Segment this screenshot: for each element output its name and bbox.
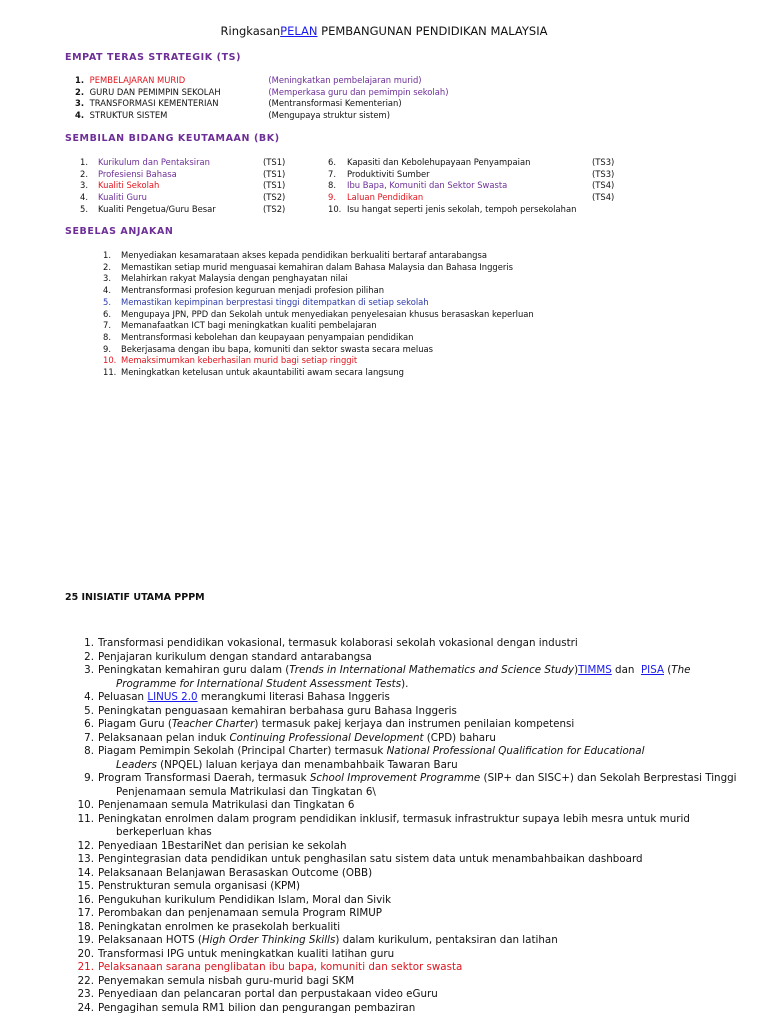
bk-item: 6. Kapasiti dan Kebolehupayaan Penyampaian (TS3) bbox=[328, 157, 615, 167]
inisiatif-item: 14. Pelaksanaan Belanjawan Berasaskan Outcome (OBB) bbox=[77, 866, 373, 879]
inisiatif-item: 19. Pelaksanaan HOTS (High Order Thinking Skills) dalam kurikulum, pentaksiran dan latihan bbox=[77, 934, 558, 946]
inisiatif-item: 21. Pelaksanaan sarana penglibatan ibu bapa, komuniti dan sektor swasta bbox=[77, 961, 463, 973]
title-prefix: Ringkasan bbox=[220, 24, 281, 38]
bk-item: 10. Isu hangat seperti jenis sekolah, tempoh persekolahan bbox=[328, 203, 577, 214]
ts-heading: EMPAT TERAS STRATEGIK (TS) bbox=[65, 52, 242, 63]
anjakan-list bbox=[103, 250, 534, 379]
inisiatif-list bbox=[74, 637, 764, 1015]
inisiatif-item: 18. Peningkatan enrolmen ke prasekolah berkualiti bbox=[77, 920, 341, 933]
inisiatif-heading: 25 INISIATIF UTAMA PPPM bbox=[65, 592, 205, 603]
ts-item: 3. TRANSFORMASI KEMENTERIAN (Mentransformasi Kementerian) bbox=[75, 98, 402, 109]
pisa-link[interactable]: PISA bbox=[640, 664, 664, 676]
inisiatif-item: 22. Penyemakan semula nisbah guru-murid bagi SKM bbox=[77, 974, 355, 987]
anjakan-item: 6. Mengupaya JPN, PPD dan Sekolah untuk menyediakan penyelesaian khusus berasaskan keperluan bbox=[103, 308, 534, 319]
anjakan-item: 9. Bekerjasama dengan ibu bapa, komuniti dan sektor swasta secara meluas bbox=[103, 343, 434, 354]
anjakan-item: 3. Melahirkan rakyat Malaysia dengan penghayatan nilai bbox=[103, 273, 348, 284]
bk-item: 5. Kualiti Pengetua/Guru Besar (TS2) bbox=[80, 203, 286, 214]
bk-right-list bbox=[328, 157, 614, 216]
bk-heading: SEMBILAN BIDANG KEUTAMAAN (BK) bbox=[65, 133, 280, 144]
bk-item: 8. Ibu Bapa, Komuniti dan Sektor Swasta (TS4) bbox=[328, 180, 615, 191]
bk-item: 4. Kualiti Guru (TS2) bbox=[80, 192, 286, 203]
bk-left-list bbox=[80, 157, 285, 216]
page-title bbox=[0, 24, 768, 38]
anjakan-item: 10. Memaksimumkan keberhasilan murid bagi setiap ringgit bbox=[103, 355, 358, 366]
inisiatif-item: 9. Program Transformasi Daerah, termasuk School Improvement Programme (SIP+ dan SISC+) dan Sekolah Berprestasi Tinggi Penjenamaan semula Matrikulasi dan Tingkatan 6\ bbox=[84, 772, 737, 798]
inisiatif-item: 5. Peningkatan penguasaan kemahiran berbahasa guru Bahasa Inggeris bbox=[84, 704, 457, 717]
anjakan-item: 8. Mentransformasi kebolehan dan keupayaan penyampaian pendidikan bbox=[103, 331, 414, 342]
ts-list bbox=[75, 75, 448, 122]
inisiatif-item: 1. Transformasi pendidikan vokasional, termasuk kolaborasi sekolah vokasional dengan industri bbox=[84, 637, 578, 649]
bk-item: 7. Produktiviti Sumber (TS3) bbox=[328, 168, 615, 179]
anjakan-item: 5. Memastikan kepimpinan berprestasi tinggi ditempatkan di setiap sekolah bbox=[103, 296, 429, 307]
title-suffix: PEMBANGUNAN PENDIDIKAN MALAYSIA bbox=[317, 24, 548, 38]
anjakan-item: 2. Memastikan setiap murid menguasai kemahiran dalam Bahasa Malaysia dan Bahasa Inggeris bbox=[103, 261, 513, 272]
inisiatif-item: 8. Piagam Pemimpin Sekolah (Principal Charter) termasuk National Professional Qualification for Educational Leaders (NPQEL) laluan kerjaya dan menambahbaik Tawaran Baru bbox=[84, 745, 645, 771]
anjakan-item: 11. Meningkatkan ketelusan untuk akauntabiliti awam secara langsung bbox=[103, 367, 404, 378]
inisiatif-item: 15. Penstrukturan semula organisasi (KPM) bbox=[77, 880, 301, 892]
ts-item: 2. GURU DAN PEMIMPIN SEKOLAH (Memperkasa guru dan pemimpin sekolah) bbox=[75, 86, 449, 97]
anjakan-item: 4. Mentransformasi profesion keguruan menjadi profesion pilihan bbox=[103, 285, 385, 296]
bk-item: 9. Laluan Pendidikan (TS4) bbox=[328, 192, 615, 203]
inisiatif-item: 24. Pengagihan semula RM1 bilion dan pengurangan pembaziran bbox=[77, 1001, 416, 1014]
inisiatif-item: 17. Perombakan dan penjenamaan semula Program RIMUP bbox=[77, 907, 383, 919]
inisiatif-item: 11. Peningkatan enrolmen dalam program pendidikan inklusif, termasuk infrastruktur supaya lebih mesra untuk murid berkeperluan khas bbox=[77, 812, 690, 838]
anjakan-heading: SEBELAS ANJAKAN bbox=[65, 226, 174, 237]
linus-link[interactable]: LINUS 2.0 bbox=[147, 691, 198, 703]
inisiatif-item: 16. Pengukuhan kurikulum Pendidikan Islam, Moral dan Sivik bbox=[77, 893, 392, 906]
title-link[interactable]: PELAN bbox=[280, 24, 318, 38]
inisiatif-item: 10. Penjenamaan semula Matrikulasi dan Tingkatan 6 bbox=[77, 799, 355, 811]
ts-item: 1. PEMBELAJARAN MURID (Meningkatkan pembelajaran murid) bbox=[75, 75, 422, 85]
inisiatif-item: 13. Pengintegrasian data pendidikan untuk penghasilan satu sistem data untuk menambahbaikan dashboard bbox=[77, 853, 643, 865]
timms-link[interactable]: TIMMS bbox=[578, 664, 612, 676]
bk-item: 1. Kurikulum dan Pentaksiran (TS1) bbox=[80, 157, 286, 167]
inisiatif-item: 3. Peningkatan kemahiran guru dalam (Trends in International Mathematics and Science Study)TIMMS dan PISA (The Programme for International Student Assessment Tests). bbox=[84, 664, 691, 690]
anjakan-item: 1. Menyediakan kesamarataan akses kepada pendidikan berkualiti bertaraf antarabangsa bbox=[103, 250, 487, 260]
anjakan-item: 7. Memanafaatkan ICT bagi meningkatkan kualiti pembelajaran bbox=[103, 320, 377, 331]
inisiatif-item: 7. Pelaksanaan pelan induk Continuing Professional Development (CPD) baharu bbox=[84, 731, 496, 744]
ts-item: 4. STRUKTUR SISTEM (Mengupaya struktur sistem) bbox=[75, 110, 390, 121]
inisiatif-item: 12. Penyediaan 1BestariNet dan perisian ke sekolah bbox=[77, 839, 347, 852]
inisiatif-item: 6. Piagam Guru (Teacher Charter) termasuk pakej kerjaya dan instrumen penilaian kompetensi bbox=[84, 718, 575, 730]
inisiatif-item: 2. Penjajaran kurikulum dengan standard antarabangsa bbox=[84, 650, 372, 663]
inisiatif-item: 4. Peluasan LINUS 2.0 merangkumi literasi Bahasa Inggeris bbox=[84, 691, 390, 703]
bk-item: 3. Kualiti Sekolah (TS1) bbox=[80, 180, 286, 191]
inisiatif-item: 20. Transformasi IPG untuk meningkatkan kualiti latihan guru bbox=[77, 947, 395, 960]
inisiatif-item: 23. Penyediaan dan pelancaran portal dan perpustakaan video eGuru bbox=[77, 988, 438, 1000]
bk-item: 2. Profesiensi Bahasa (TS1) bbox=[80, 168, 286, 179]
